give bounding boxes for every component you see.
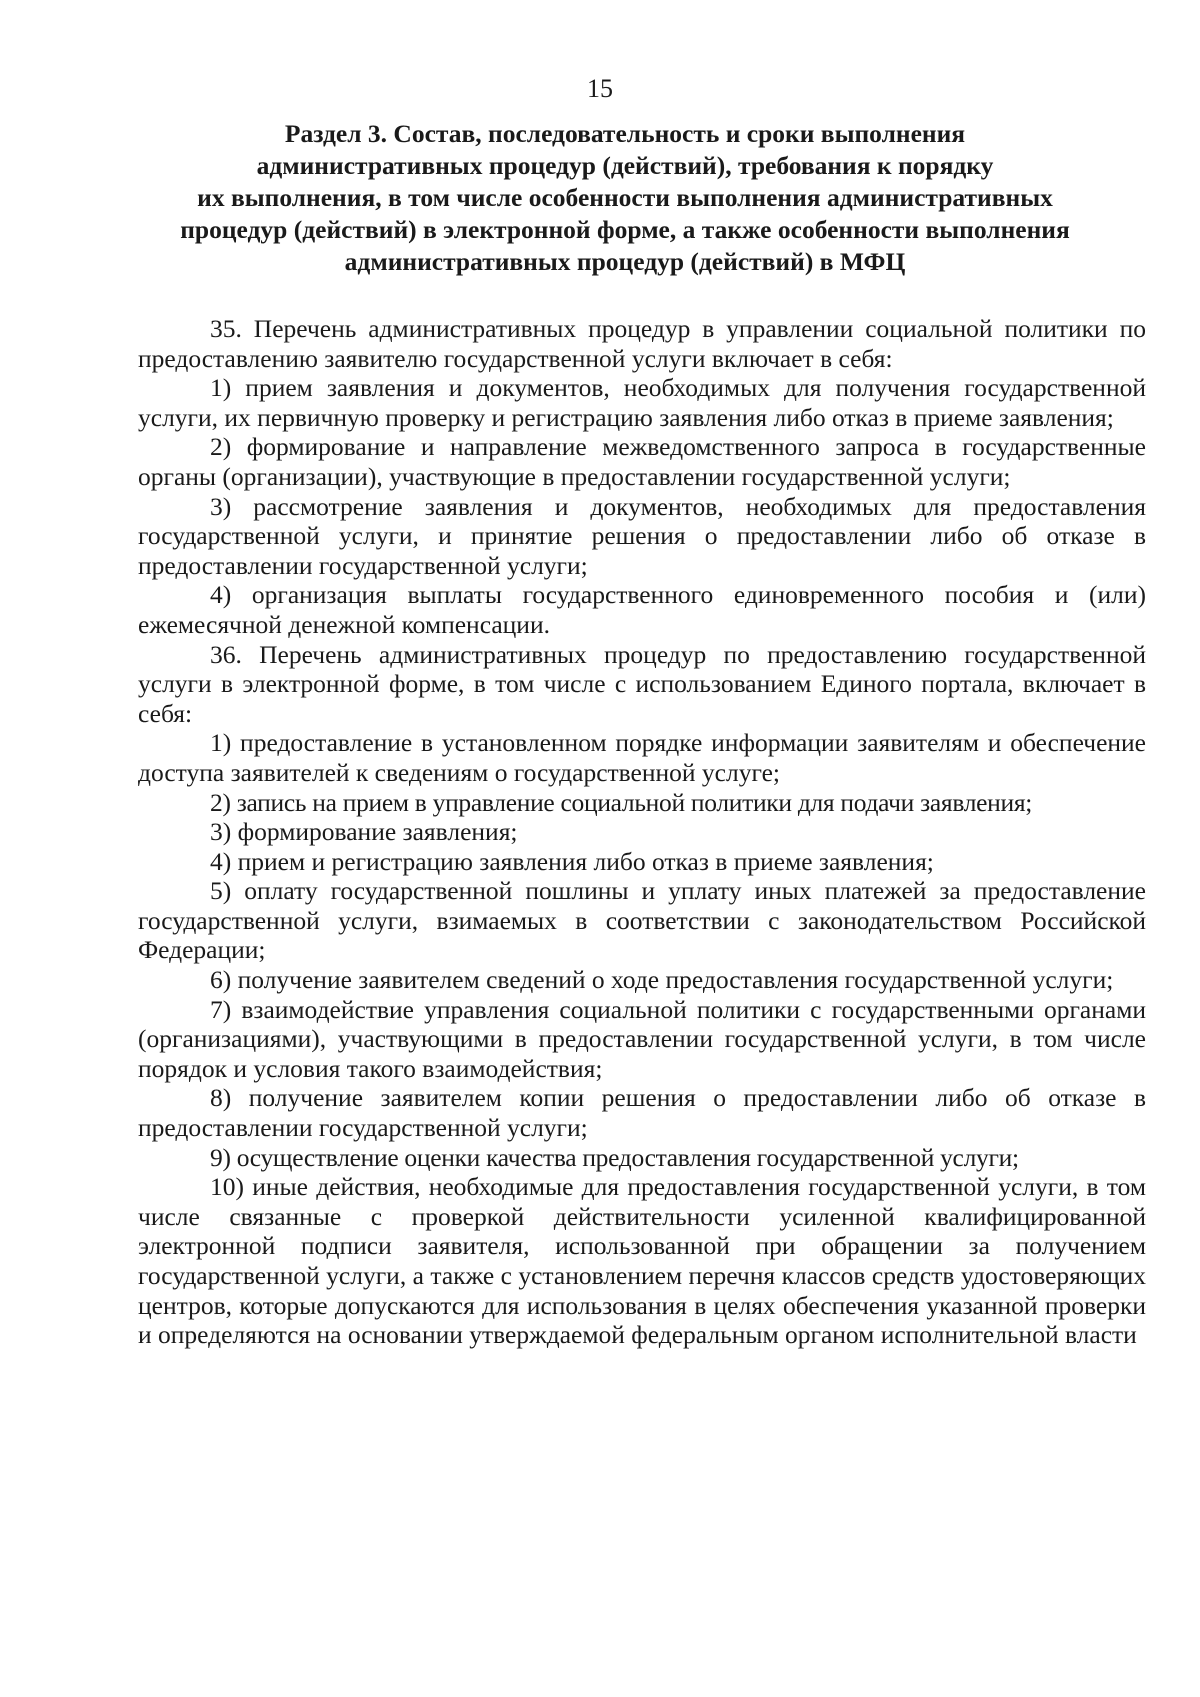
paragraph-36: 36. Перечень административных процедур по предоставлению государственной услуги в электронной форме, в том числе с использованием Единого портала, включает в себя: bbox=[138, 639, 1146, 728]
list-item-36-10: 10) иные действия, необходимые для предоставления государственной услуги, в том числе связанные с проверкой действительности усиленной квалифицированной электронной подписи заявителя, использованной при обращении за получением государственной услуги, а также с установлением перечня классов средств удостоверяющих центров, которые допускаются для использования в целях обеспечения указанной проверки и определяются на основании утверждаемой федеральным органом исполнительной власти bbox=[138, 1172, 1146, 1350]
list-item-36-3: 3) формирование заявления; bbox=[210, 817, 518, 847]
list-item-36-6: 6) получение заявителем сведений о ходе предоставления государственной услуги; bbox=[210, 965, 1114, 995]
list-item-36-8: 8) получение заявителем копии решения о предоставлении либо об отказе в предоставлении государственной услуги; bbox=[138, 1083, 1146, 1143]
list-item-35-4: 4) организация выплаты государственного единовременного пособия и (или) ежемесячной денежной компенсации. bbox=[138, 580, 1146, 639]
list-item-36-9: 9) осуществление оценки качества предоставления государственной услуги; bbox=[210, 1142, 1019, 1172]
list-item-35-3: 3) рассмотрение заявления и документов, необходимых для предоставления государственной услуги, и принятие решения о предоставлении либо об отказе в предоставлении государственной услуги; bbox=[138, 491, 1146, 580]
list-item-36-2: 2) запись на прием в управление социальной политики для подачи заявления; bbox=[210, 787, 1033, 817]
section-heading-line: административных процедур (действий) в МФЦ bbox=[344, 247, 906, 276]
list-item-36-7: 7) взаимодействие управления социальной политики с государственными органами (организациями), участвующими в предоставлении государственной услуги, в том числе порядок и условия такого взаимодействия; bbox=[138, 994, 1146, 1083]
section-heading-line: их выполнения, в том числе особенности выполнения административных bbox=[197, 183, 1053, 212]
section-heading-line: административных процедур (действий), требования к порядку bbox=[256, 151, 994, 180]
list-item-36-1: 1) предоставление в установленном порядке информации заявителям и обеспечение доступа заявителей к сведениям о государственной услуге; bbox=[138, 728, 1146, 787]
list-item-36-4: 4) прием и регистрацию заявления либо отказ в приеме заявления; bbox=[210, 846, 934, 876]
list-item-35-2: 2) формирование и направление межведомственного запроса в государственные органы (организации), участвующие в предоставлении государственной услуги; bbox=[138, 432, 1146, 491]
list-item-35-1: 1) прием заявления и документов, необходимых для получения государственной услуги, их первичную проверку и регистрацию заявления либо отказ в приеме заявления; bbox=[138, 373, 1146, 432]
list-item-36-5: 5) оплату государственной пошлины и уплату иных платежей за предоставление государственной услуги, взимаемых в соответствии с законодательством Российской Федерации; bbox=[138, 876, 1146, 965]
document-body bbox=[138, 314, 1146, 1350]
section-heading bbox=[135, 118, 1115, 278]
section-heading-line: процедур (действий) в электронной форме, а также особенности выполнения bbox=[180, 215, 1070, 244]
section-heading-line: Раздел 3. Состав, последовательность и сроки выполнения bbox=[284, 119, 966, 148]
paragraph-35: 35. Перечень административных процедур в управлении социальной политики по предоставлению заявителю государственной услуги включает в себя: bbox=[138, 314, 1146, 373]
page-number: 15 bbox=[587, 74, 613, 103]
